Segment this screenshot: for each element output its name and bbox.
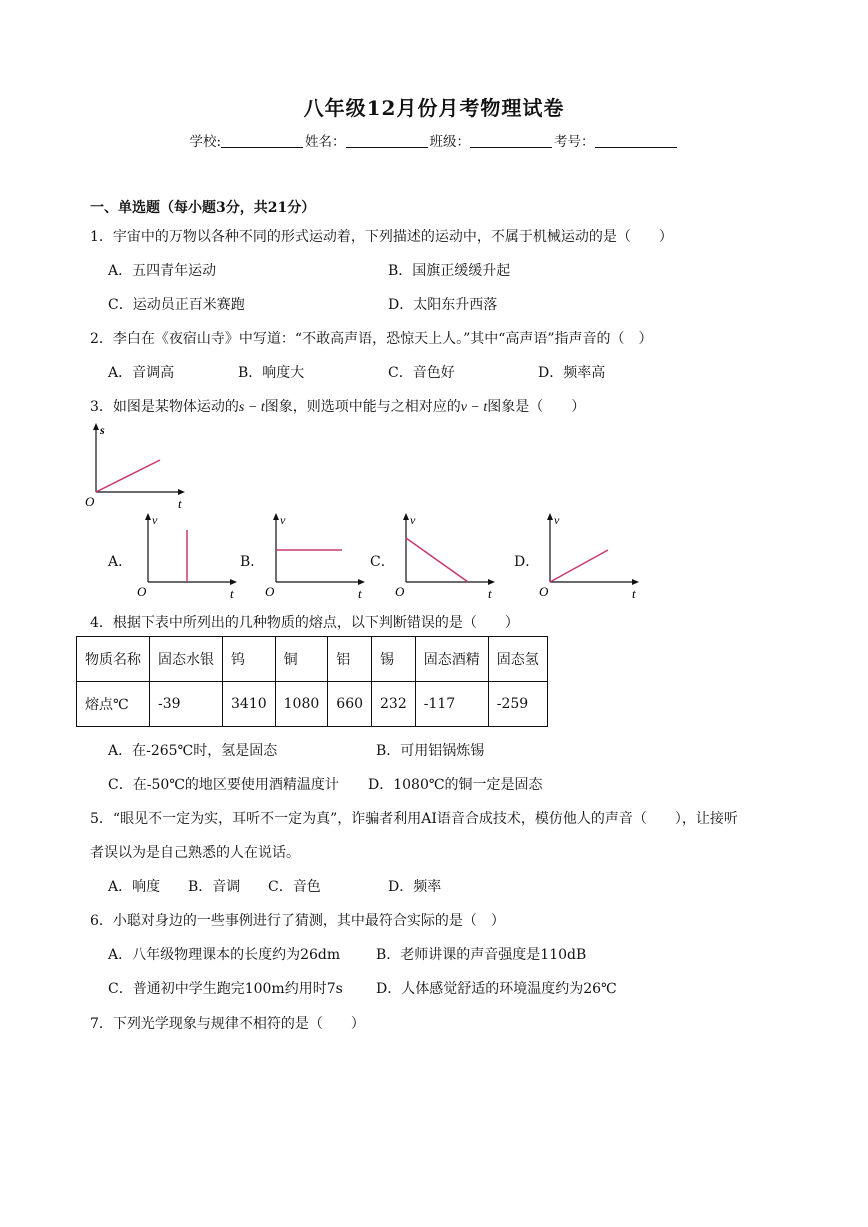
table-row — [77, 682, 548, 727]
vt-line — [550, 550, 608, 582]
q1-option-c: C．运动员正百米赛跑 — [108, 297, 245, 313]
table-cell: 固态氢 — [488, 637, 547, 682]
q3-option-b-label: B． — [240, 554, 265, 570]
question-2-stem: 2．李白在《夜宿山寺》中写道：“不敢高声语，恐惊天上人。”其中“高声语”指声音的（ ） — [90, 331, 653, 347]
question-6-stem: 6．小聪对身边的一些事例进行了猜测，其中最符合实际的是（ ） — [90, 913, 505, 929]
section-heading: 一、单选题（每小题3分，共21分） — [90, 200, 316, 216]
q3-option-d-graph — [536, 510, 646, 602]
q2-option-a: A．音调高 — [108, 365, 175, 381]
vt-line — [406, 538, 468, 582]
v-axis-label: v — [152, 513, 158, 527]
q4-option-c: C．在-50℃的地区要使用酒精温度计 — [108, 777, 339, 793]
q1-option-a: A．五四青年运动 — [108, 263, 217, 279]
table-header-row — [77, 637, 548, 682]
table-cell: 钨 — [223, 637, 276, 682]
q3-option-a-label: A． — [108, 554, 133, 570]
table-cell: 固态酒精 — [415, 637, 488, 682]
v-axis-arrow — [273, 513, 279, 520]
q5-option-a: A．响度 — [108, 879, 161, 895]
name-label: 姓名： — [305, 134, 346, 150]
table-cell: 固态水银 — [150, 637, 223, 682]
t-axis-label: t — [632, 586, 636, 601]
t-axis-label: t — [230, 586, 234, 601]
table-cell: -259 — [488, 682, 547, 727]
question-4-stem: 4．根据下表中所列出的几种物质的熔点，以下判断错误的是（ ） — [90, 615, 519, 631]
table-cell: 铜 — [275, 637, 328, 682]
q1-option-b: B．国旗正缓缓升起 — [388, 263, 511, 279]
s-axis-arrow — [93, 423, 99, 430]
origin-label: O — [539, 584, 549, 599]
v-axis-arrow — [547, 513, 553, 520]
q2-option-c: C．音色好 — [388, 365, 455, 381]
q4-option-b: B．可用铝锅炼锡 — [376, 743, 485, 759]
student-info-line — [0, 130, 868, 150]
q3-stem-part-3: 图象是（ ） — [487, 399, 586, 415]
t-axis-label: t — [488, 586, 492, 601]
q4-option-a: A．在-265℃时，氢是固态 — [108, 743, 278, 759]
q4-option-d: D．1080℃的铜一定是固态 — [368, 777, 543, 793]
question-7-stem: 7．下列光学现象与规律不相符的是（ ） — [90, 1016, 365, 1032]
q3-option-a-graph — [134, 510, 244, 602]
v-axis-label: v — [280, 513, 286, 527]
table-cell: 232 — [372, 682, 416, 727]
class-label: 班级： — [429, 134, 471, 150]
q6-option-b: B．老师讲课的声音强度是110dB — [376, 947, 587, 963]
st-line — [96, 460, 160, 492]
origin-label: O — [395, 584, 405, 599]
q2-option-d: D．频率高 — [538, 365, 606, 381]
q3-option-d-label: D． — [514, 554, 540, 570]
table-cell: 660 — [328, 682, 372, 727]
class-blank — [470, 133, 552, 148]
v-axis-arrow — [403, 513, 409, 520]
q3-option-c-label: C． — [370, 554, 395, 570]
t-axis-arrow — [358, 579, 365, 585]
v-axis-label: v — [554, 513, 560, 527]
s-t-graph — [82, 420, 192, 512]
q5-option-d: D．频率 — [388, 879, 442, 895]
table-cell: 锡 — [372, 637, 416, 682]
q3-stem-part-2: 图象，则选项中能与之相对应的 — [264, 399, 461, 415]
q6-option-c: C．普通初中学生跑完100m约用时7s — [108, 981, 343, 997]
school-label: 学校: — [189, 134, 222, 150]
origin-label: O — [265, 584, 275, 599]
question-1-stem: 1．宇宙中的万物以各种不同的形式运动着，下列描述的运动中，不属于机械运动的是（ ） — [90, 229, 673, 245]
v-axis-arrow — [145, 513, 151, 520]
q5-option-b: B．音调 — [188, 879, 241, 895]
table-cell: 铝 — [328, 637, 372, 682]
q3-option-c-graph — [392, 510, 502, 602]
t-axis-arrow — [632, 579, 639, 585]
t-axis-arrow — [178, 489, 185, 495]
t-axis-label: t — [358, 586, 362, 601]
number-label: 考号： — [554, 134, 595, 150]
question-3-stem — [90, 396, 585, 416]
s-axis-label: s — [100, 423, 105, 437]
t-axis-arrow — [230, 579, 237, 585]
name-blank — [346, 133, 428, 148]
q2-option-b: B．响度大 — [238, 365, 305, 381]
number-blank — [595, 133, 677, 148]
origin-label: O — [137, 584, 147, 599]
table-cell: 1080 — [275, 682, 328, 727]
question-5-stem-line-2: 者误以为是自己熟悉的人在说话。 — [90, 845, 300, 861]
q6-option-d: D．人体感觉舒适的环境温度约为26℃ — [376, 981, 617, 997]
school-blank — [221, 133, 303, 148]
question-5-stem-line-1: 5．“眼见不一定为实，耳听不一定为真”，诈骗者利用AI语音合成技术，模仿他人的声音（ ），让接听 — [90, 811, 738, 827]
t-axis-arrow — [488, 579, 495, 585]
t-axis-label: t — [178, 496, 182, 511]
table-cell: -39 — [150, 682, 223, 727]
table-cell: -117 — [415, 682, 488, 727]
table-cell: 物质名称 — [77, 637, 150, 682]
vt-symbol: v − t — [460, 400, 488, 415]
origin-label: O — [85, 494, 95, 509]
q3-stem-part-1: 3．如图是某物体运动的 — [90, 399, 239, 415]
q3-option-b-graph — [262, 510, 372, 602]
st-symbol: s − t — [238, 400, 265, 415]
page-title: 八年级12月份月考物理试卷 — [303, 96, 565, 120]
q5-option-c: C．音色 — [268, 879, 321, 895]
v-axis-label: v — [410, 513, 416, 527]
table-cell: 3410 — [223, 682, 276, 727]
q1-option-d: D．太阳东升西落 — [388, 297, 498, 313]
table-cell: 熔点℃ — [77, 682, 150, 727]
q6-option-a: A．八年级物理课本的长度约为26dm — [108, 947, 341, 963]
melting-point-table — [76, 636, 548, 727]
